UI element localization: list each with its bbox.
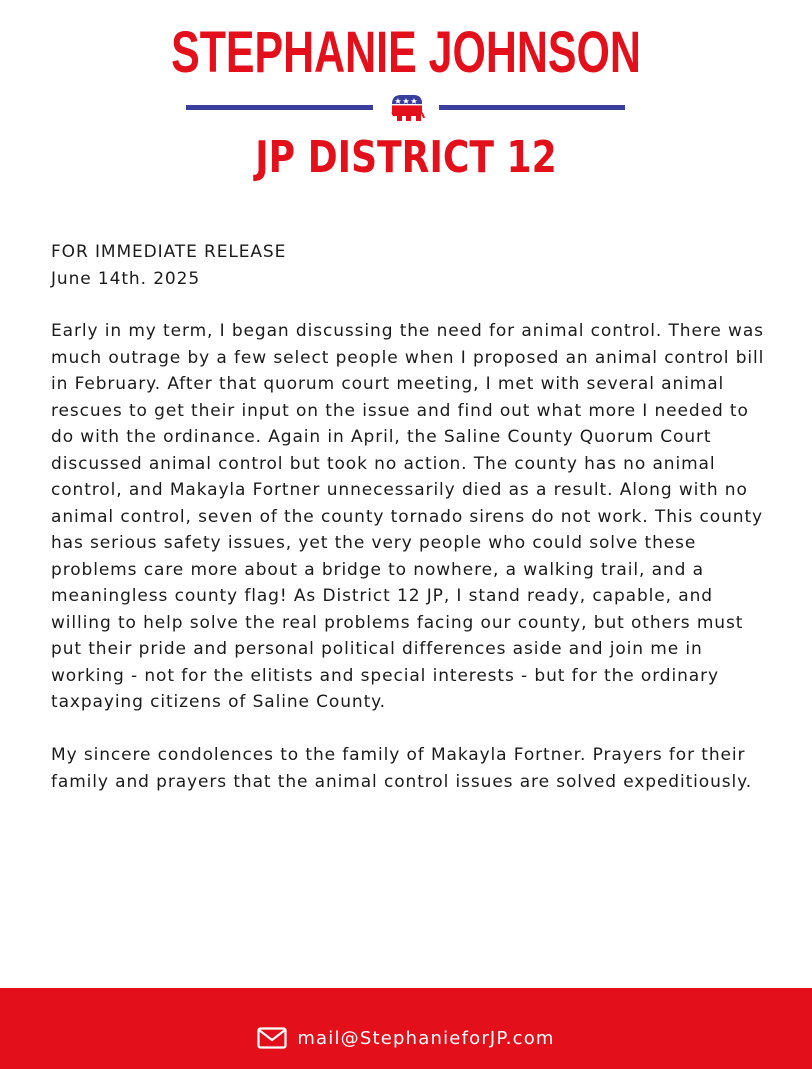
letterhead: [0, 0, 812, 200]
mail-icon: [257, 1027, 287, 1049]
republican-elephant-icon: [386, 92, 426, 124]
district-title: JP DISTRICT 12: [255, 132, 557, 183]
release-info: [51, 239, 771, 292]
body-paragraph: Early in my term, I began discussing the need for animal control. There was much outrage by a few select people when I proposed an animal control bill in February. After that quorum court meeting, I met with several animal rescues to get their input on the issue and find out what more I needed to do with the ordinance. Again in April, the Saline County Quorum Court discussed animal control but took no action. The county has no animal control, and Makayla Fortner unnecessarily died as a result. Along with no animal control, seven of the county tornado sirens do not work. This county has serious safety issues, yet the very people who could solve these problems care more about a bridge to nowhere, a walking trail, and a meaningless county flag! As District 12 JP, I stand ready, capable, and willing to help solve the real problems facing our county, but others must put their pride and personal political differences aside and join me in working - not for the elitists and special interests - but for the ordinary taxpaying citizens of Saline County.: [51, 321, 765, 712]
footer-email-link[interactable]: mail@StephanieforJP.com: [297, 1027, 555, 1049]
body-paragraph: My sincere condolences to the family of Makayla Fortner. Prayers for their family and prayers that the animal control issues are solved expeditiously.: [51, 745, 752, 792]
candidate-name: STEPHANIE JOHNSON: [171, 20, 641, 85]
press-release-body: [51, 239, 771, 822]
release-date: June 14th. 2025: [51, 268, 201, 289]
release-label: FOR IMMEDIATE RELEASE: [51, 242, 287, 262]
footer-bar: [0, 988, 812, 1069]
divider-right: [439, 105, 625, 110]
divider-left: [186, 105, 373, 110]
footer-contact: [0, 988, 812, 1069]
